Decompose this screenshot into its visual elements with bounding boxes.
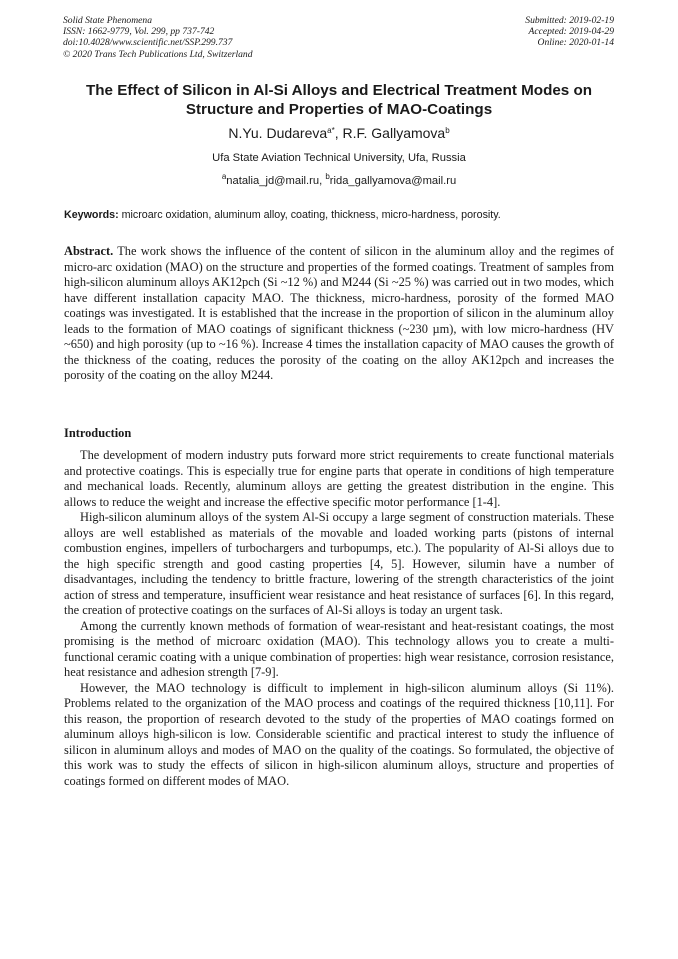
paper-title [40, 81, 638, 119]
publication-dates [525, 15, 614, 49]
paragraph: However, the MAO technology is difficult to implement in high-silicon aluminum alloys (Si 11%). Problems related to the organization of the MAO process and coatings of the required thickness [10,11]. For this reason, the proportion of research devoted to the study of the properties of MAO coatings formed on aluminum alloys high-silicon is low. Considerable scientific and practical interest to study the influence of silicon in aluminum alloys and modes of MAO on the quality of the coatings. So formulated, the objective of this work was to study the effects of silicon in high-silicon aluminum alloys, structure and properties of coatings formed on different modes of MAO. [64, 680, 614, 788]
online-date: Online: 2020-01-14 [537, 37, 614, 49]
keywords-label: Keywords: [64, 209, 119, 221]
section-heading: Introduction [64, 426, 132, 440]
abstract-label: Abstract. [64, 244, 114, 258]
submitted-date: Submitted: 2019-02-19 [525, 15, 614, 26]
author-affiliation-mark: b [445, 126, 450, 135]
journal-info [63, 15, 253, 60]
paragraph: The development of modern industry puts forward more strict requirements to create functional materials and protective coatings. This is especially true for engine parts that operate in conditions of high temperature and mechanical loads. Recently, aluminum alloys are getting the greatest distribution in the engine. This allows to reduce the weight and increase the effective specific motor performance [1-4]. [64, 448, 614, 509]
keywords [64, 208, 616, 222]
keywords-text: microarc oxidation, aluminum alloy, coating, thickness, micro-hardness, porosity. [118, 209, 501, 221]
paragraph: High-silicon aluminum alloys of the system Al-Si occupy a large segment of construction materials. These alloys are well established as materials of the movable and loaded working parts (pistons of internal combustion engines, impellers of turbochargers and turbopumps, etc.). The popularity of Al-Si alloys due to the high specific strength and good casting properties [4, 5]. However, silumin have a number of disadvantages, including the tendency to brittle fracture, lowering of the strength characteristics of the joint action of stress and temperature, insufficient wear resistance and heat resistance of surfaces [6]. In this regard, the creation of protective coatings on the surfaces of Al-Si alloys is today an urgent task. [64, 510, 614, 617]
author-affiliation-mark: a* [327, 126, 335, 135]
email-mark: b [325, 172, 330, 181]
paper-title-line: Structure and Properties of MAO-Coatings [185, 101, 493, 118]
journal-copyright: © 2020 Trans Tech Publications Ltd, Switzerland [63, 48, 253, 60]
email-link[interactable]: natalia_jd@mail.ru [226, 175, 320, 187]
paragraph: Among the currently known methods of formation of wear-resistant and heat-resistant coatings, the most promising is the method of microarc oxidation (MAO). This technology allows you to create a multi-functional ceramic coating with a unique combination of properties: high wear resistance, corrosion resistance, heat resistance and adhesion strength [7-9]. [64, 618, 614, 679]
abstract-text: The work shows the influence of the content of silicon in the aluminum alloy and the regimes of micro-arc oxidation (MAO) on the structure and properties of the formed coatings. Treatment of samples from high-silicon aluminum alloys AK12pch (Si ~12 %) and M244 (Si ~25 %) was carried out in two modes, which have different installation capacity MAO. The thickness, micro-hardness, porosity of the formed MAO coatings was investigated. It is established that the increase in the proportion of silicon in the aluminum alloy leads to the formation of MAO coatings of significant thickness (~230 µm), with low micro-hardness (HV ~650) and high porosity (up to ~16 %). Increase 4 times the installation capacity of MAO causes the growth of the thickness of the coating, reduces the porosity of the coating on the alloy AK12pch and increases the porosity of the coating on the alloy M244. [64, 244, 614, 382]
author-emails [40, 174, 638, 188]
paper-title-line: The Effect of Silicon in Al-Si Alloys and Electrical Treatment Modes on [85, 82, 593, 99]
journal-issn: ISSN: 1662-9779, Vol. 299, pp 737-742 [63, 26, 215, 38]
author-separator: , [334, 125, 343, 141]
email-mark: a [221, 172, 227, 181]
journal-name: Solid State Phenomena [63, 15, 152, 26]
accepted-date: Accepted: 2019-04-29 [528, 26, 614, 38]
affiliation: Ufa State Aviation Technical University, Ufa, Russia [212, 152, 466, 164]
author-name: R.F. Gallyamova [342, 125, 446, 141]
introduction-body [64, 448, 614, 789]
email-link[interactable]: rida_gallyamova@mail.ru [329, 175, 457, 187]
abstract [64, 244, 614, 384]
email-separator: , [319, 175, 326, 187]
author-list [40, 124, 638, 142]
author-name: N.Yu. Dudareva [228, 125, 328, 141]
journal-doi: doi:10.4028/www.scientific.net/SSP.299.737 [63, 37, 233, 49]
